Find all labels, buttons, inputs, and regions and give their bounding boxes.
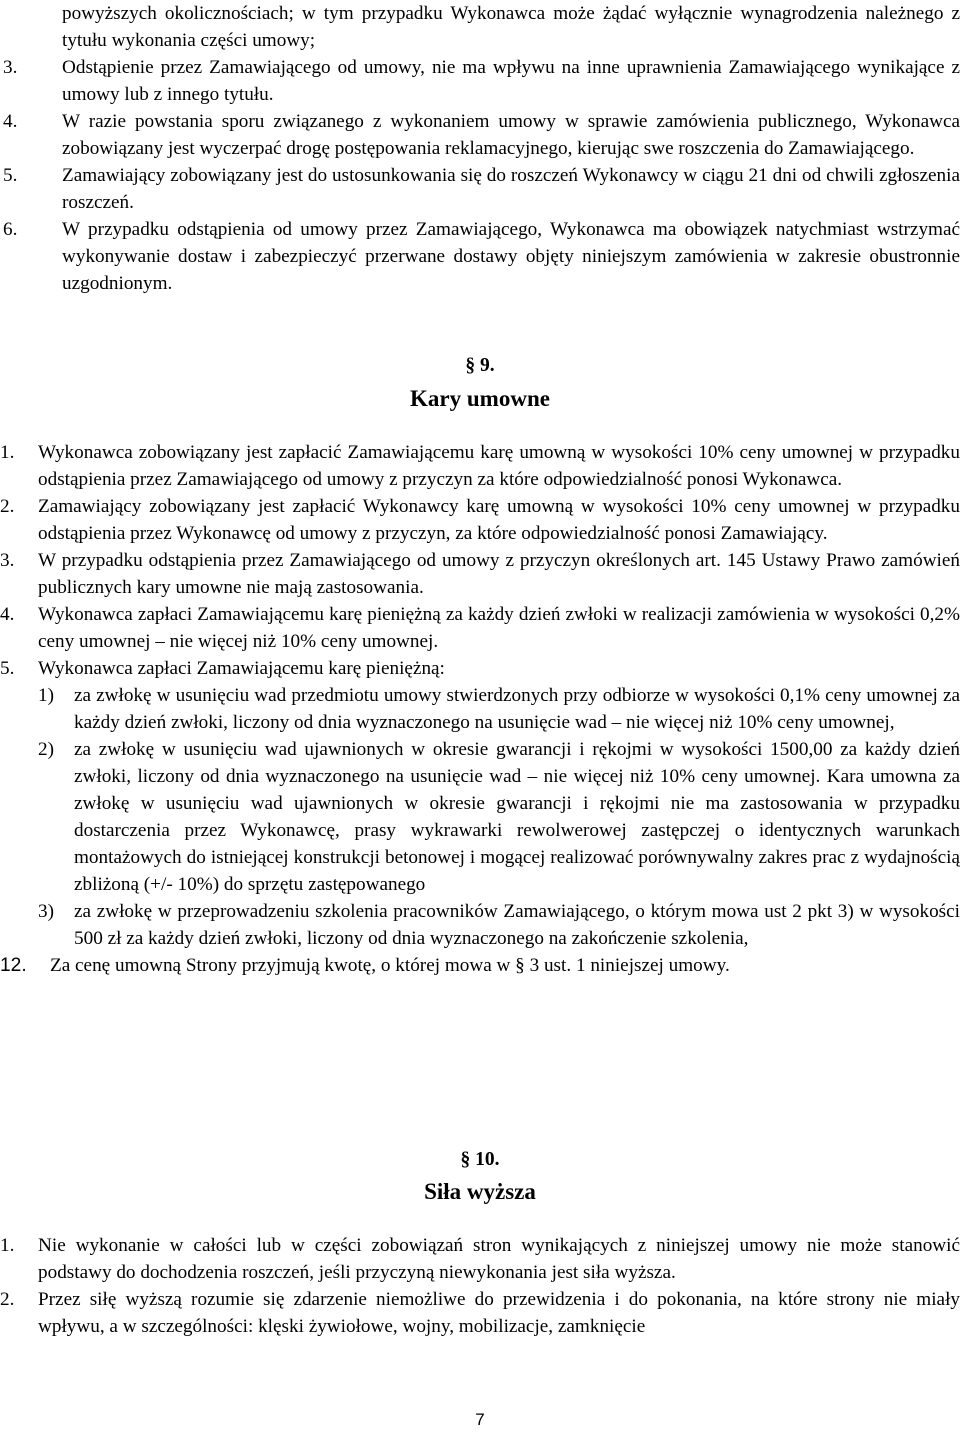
subitem-number: 3) xyxy=(38,901,54,922)
subitem-number: 2) xyxy=(38,739,54,760)
section10-item-1 xyxy=(0,1232,960,1286)
item-text: Przez siłę wyższą rozumie się zdarzenie niemożliwe do przewidzenia i do pokonania, na które strony nie miały wpływu, a w szczególności: klęski żywiołowe, wojny, mobilizacje, zamknięcie xyxy=(38,1289,960,1337)
item-number: 12. xyxy=(0,955,27,976)
item-number: 3. xyxy=(0,550,15,571)
item-number: 4. xyxy=(3,111,18,132)
item-number: 2. xyxy=(0,496,15,517)
item-number: 4. xyxy=(0,604,15,625)
section10-list xyxy=(0,1232,960,1340)
section8-item-3 xyxy=(0,54,960,108)
section8-list xyxy=(0,54,960,297)
item-text: Odstąpienie przez Zamawiającego od umowy, nie ma wpływu na inne uprawnienia Zamawiającego wynikające z umowy lub z innego tytułu. xyxy=(62,57,960,105)
section8-item-6 xyxy=(0,216,960,297)
section9-item-3 xyxy=(0,547,960,601)
item-number: 3. xyxy=(3,57,18,78)
section9-item-12 xyxy=(0,952,960,979)
section8-item-5 xyxy=(0,162,960,216)
item-text: Wykonawca zobowiązany jest zapłacić Zamawiającemu karę umowną w wysokości 10% ceny umownej w przypadku odstąpienia przez Zamawiającego od umowy z przyczyn za które odpowiedzialność ponosi Wykonawca. xyxy=(38,442,960,490)
subitem-number: 1) xyxy=(38,685,54,706)
section9-item-1 xyxy=(0,439,960,493)
subitem-text: za zwłokę w przeprowadzeniu szkolenia pracowników Zamawiającego, o którym mowa ust 2 pkt 3) w wysokości 500 zł za każdy dzień zwłoki, liczony od dnia wyznaczonego na zakończenie szkolenia, xyxy=(74,901,960,949)
item-text: Za cenę umowną Strony przyjmują kwotę, o której mowa w § 3 ust. 1 niniejszej umowy. xyxy=(50,955,730,976)
item-text: W przypadku odstąpienia od umowy przez Zamawiającego, Wykonawca ma obowiązek natychmiast wstrzymać wykonywanie dostaw i zabezpieczyć przerwane dostawy objęty niniejszym zamówienia w zakresie obustronnie uzgodnionym. xyxy=(62,219,960,294)
section9-item-2 xyxy=(0,493,960,547)
section9-item-4 xyxy=(0,601,960,655)
section8-continuation xyxy=(0,0,960,54)
section-number: § 10. xyxy=(460,1149,500,1170)
item-text: Nie wykonanie w całości lub w części zobowiązań stron wynikających z niniejszej umowy nie może stanowić podstawy do dochodzenia roszczeń, jeśli przyczyną niewykonania jest siła wyższa. xyxy=(38,1235,960,1283)
section9-list xyxy=(0,439,960,979)
subitem-text: za zwłokę w usunięciu wad ujawnionych w okresie gwarancji i rękojmi w wysokości 1500,00 za każdy dzień zwłoki, liczony od dnia wyznaczonego na usunięcie wad – nie więcej niż 10% ceny umownej. Kara umowna za zwłokę w usunięciu wad ujawnionych w okresie gwarancji i rękojmi nie ma zastosowania w przypadku dostarczenia przez Wykonawcę, prasy wykrawarki rewolwerowej zastępczej o identycznych warunkach montażowych do istniejącej konstrukcji betonowej i mogącej realizować porównywalny zakres prac z wydajnością zbliżoną (+/- 10%) do sprzętu zastępowanego xyxy=(74,739,960,895)
item-number: 5. xyxy=(3,165,18,186)
section9-item-5 xyxy=(0,655,960,682)
section8-item-4 xyxy=(0,108,960,162)
section9-subitem-3 xyxy=(0,898,960,952)
item-text: Wykonawca zapłaci Zamawiającemu karę pieniężną: xyxy=(38,658,445,679)
section-title: Kary umowne xyxy=(410,386,550,411)
subitem-text: za zwłokę w usunięciu wad przedmiotu umowy stwierdzonych przy odbiorze w wysokości 0,1% ceny umownej za każdy dzień zwłoki, liczony od dnia wyznaczonego na usunięcie wad – nie więcej niż 10% ceny umownej, xyxy=(74,685,960,733)
item-text: W razie powstania sporu związanego z wykonaniem umowy w sprawie zamówienia publicznego, Wykonawca zobowiązany jest wyczerpać drogę postępowania reklamacyjnego, kierując swe roszczenia do Zamawiającego. xyxy=(62,111,960,159)
item-text: W przypadku odstąpienia przez Zamawiającego od umowy z przyczyn określonych art. 145 Ustawy Prawo zamówień publicznych kary umowne nie mają zastosowania. xyxy=(38,550,960,598)
section9-heading xyxy=(0,352,960,414)
item-number: 2. xyxy=(0,1289,15,1310)
item-text: Zamawiający zobowiązany jest do ustosunkowania się do roszczeń Wykonawcy w ciągu 21 dni od chwili zgłoszenia roszczeń. xyxy=(62,165,960,213)
item-text: Zamawiający zobowiązany jest zapłacić Wykonawcy karę umowną w wysokości 10% ceny umownej w przypadku odstąpienia przez Wykonawcę od umowy z przyczyn, za które odpowiedzialność ponosi Zamawiający. xyxy=(38,496,960,544)
item-text: Wykonawca zapłaci Zamawiającemu karę pieniężną za każdy dzień zwłoki w realizacji zamówienia w wysokości 0,2% ceny umownej – nie więcej niż 10% ceny umownej. xyxy=(38,604,960,652)
section9-subitem-2 xyxy=(0,736,960,898)
item-number: 5. xyxy=(0,658,15,679)
section-number: § 9. xyxy=(465,355,495,376)
item-number: 1. xyxy=(0,442,15,463)
section10-item-2 xyxy=(0,1286,960,1340)
section9-subitem-1 xyxy=(0,682,960,736)
item-number: 6. xyxy=(3,219,18,240)
section10-heading xyxy=(0,1146,960,1207)
page-number: 7 xyxy=(475,1410,485,1429)
section-title: Siła wyższa xyxy=(424,1179,536,1204)
continuation-text: powyższych okolicznościach; w tym przypadku Wykonawca może żądać wyłącznie wynagrodzenia należnego z tytułu wykonania części umowy; xyxy=(62,3,960,51)
item-number: 1. xyxy=(0,1235,15,1256)
